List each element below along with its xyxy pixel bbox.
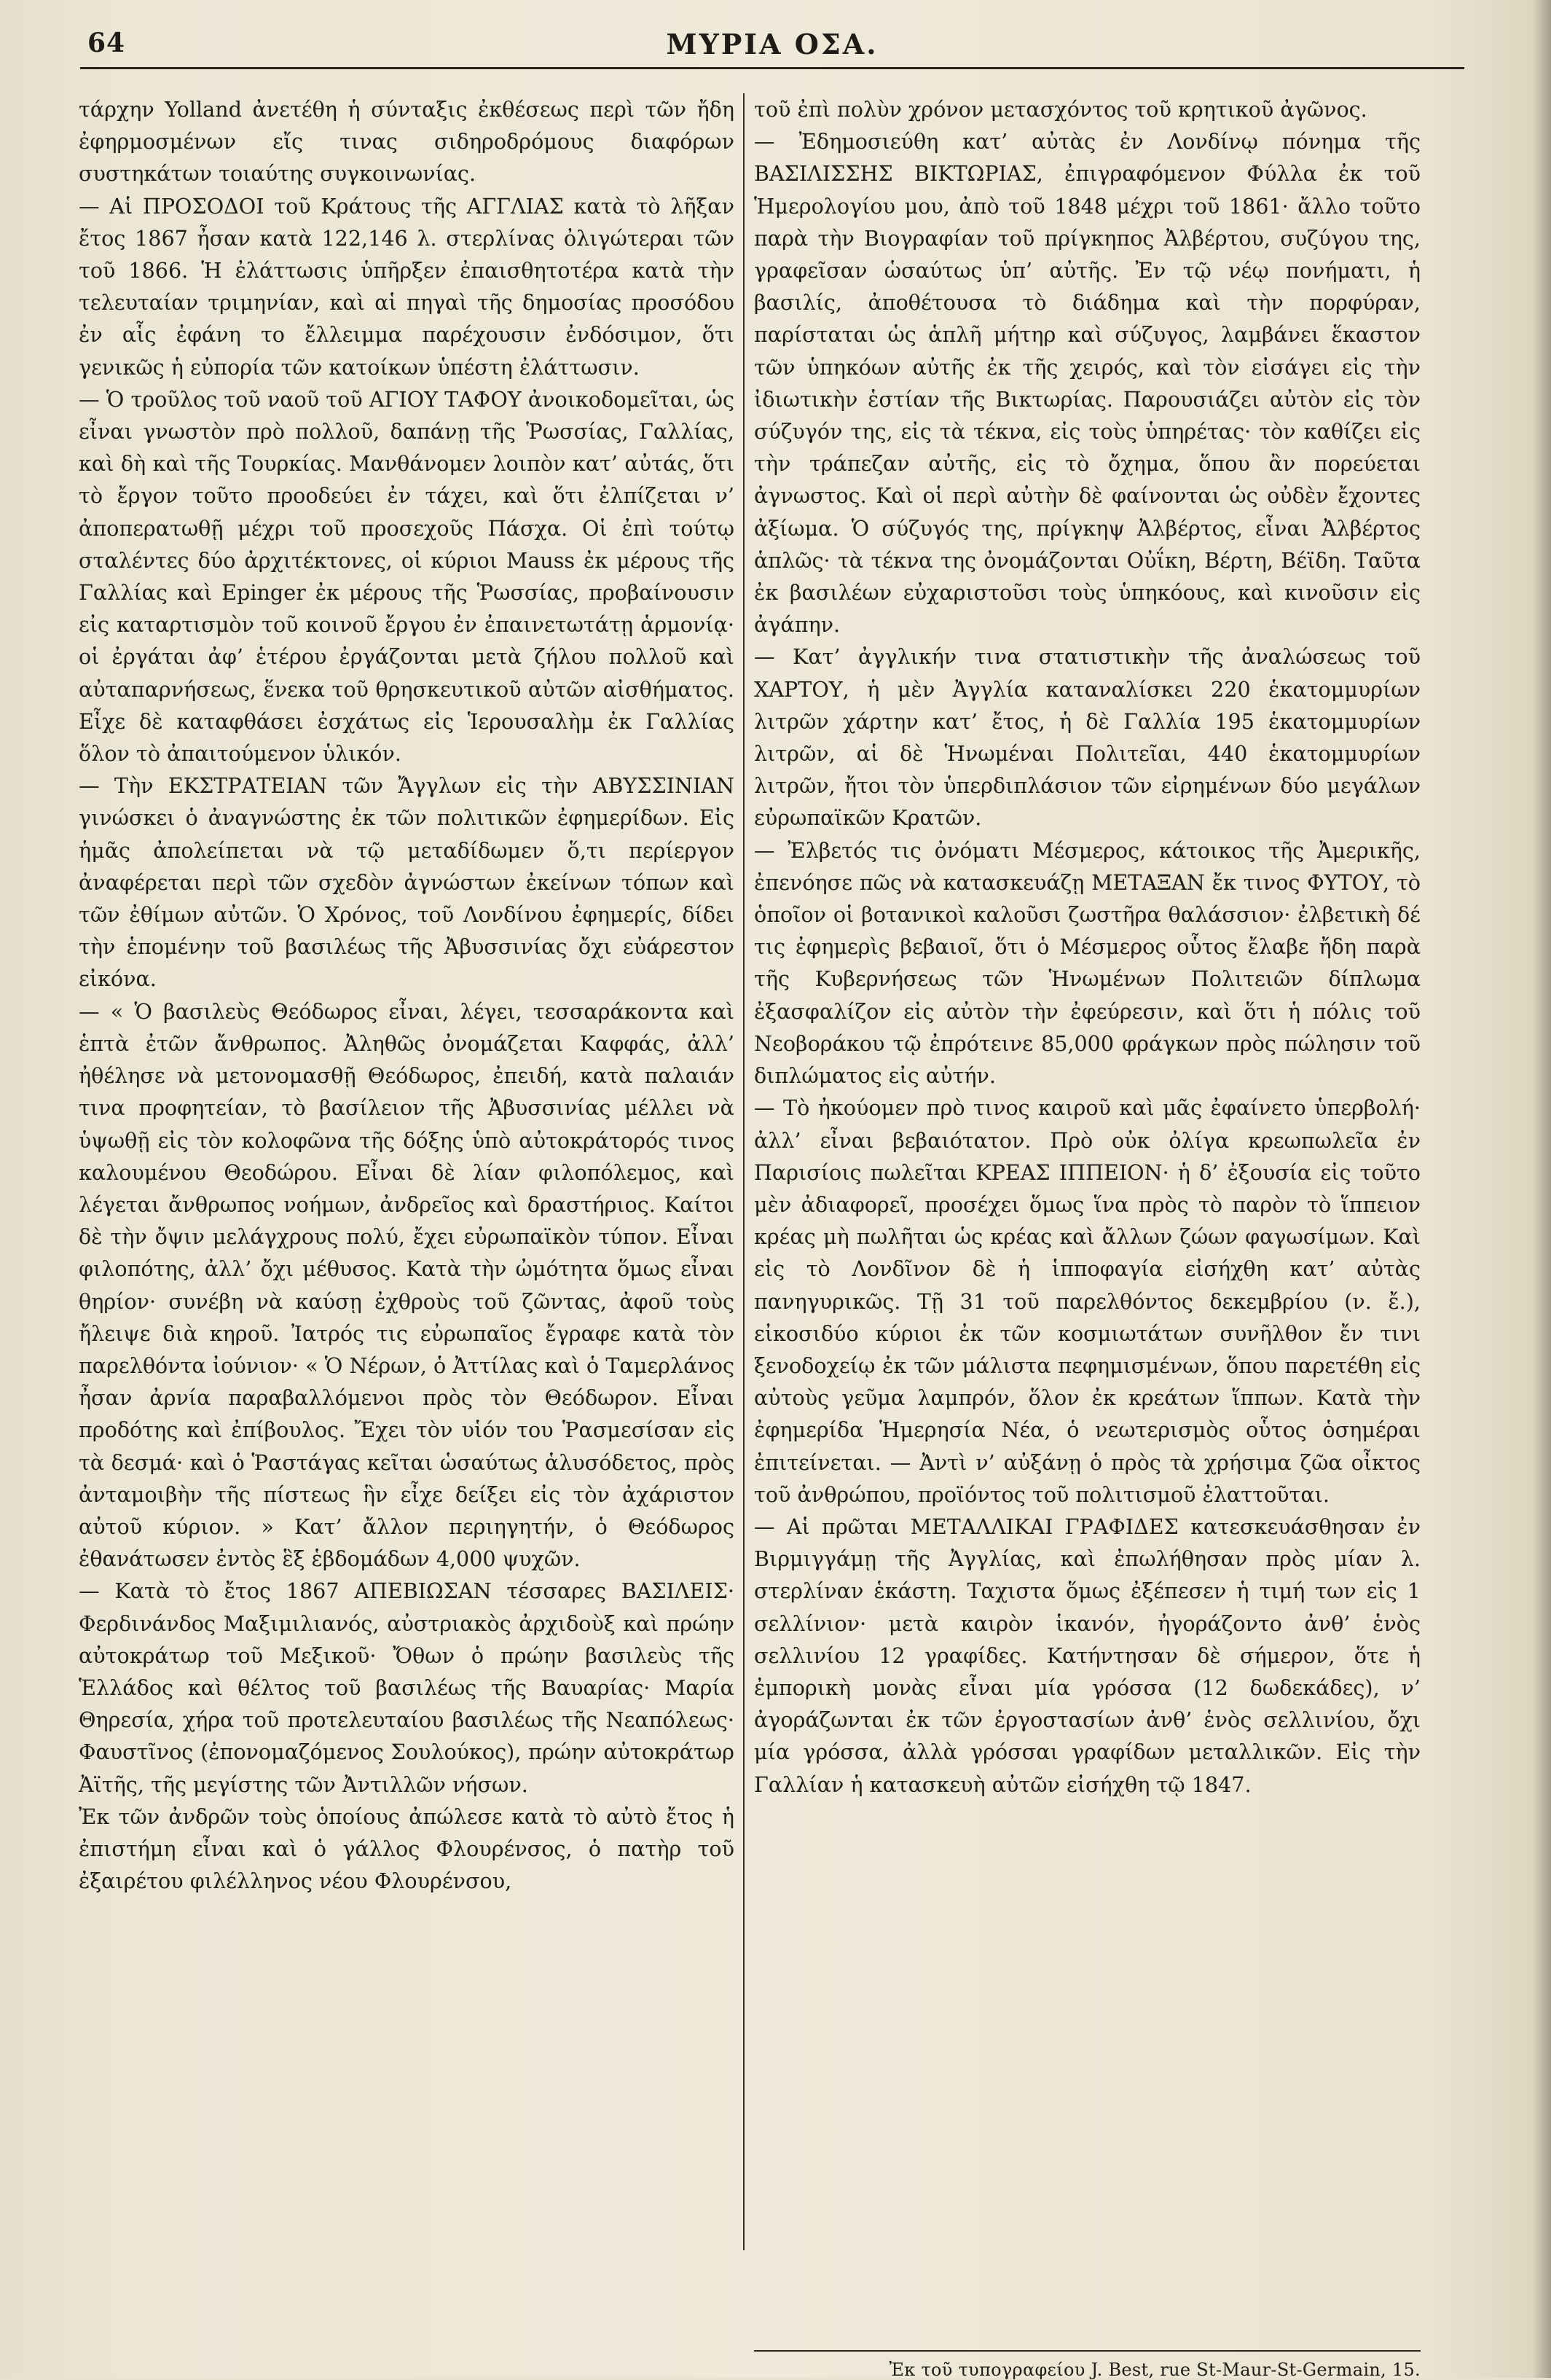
paragraph: — Τὴν ΕΚΣΤΡΑΤΕΙΑΝ τῶν Ἄγγλων εἰς τὴν ΑΒΥΣΣΙΝΙΑΝ γινώσκει ὁ ἀναγνώστης ἐκ τῶν πολιτικῶν ἐφημερίδων. Εἰς ἡμᾶς ἀπολείπεται νὰ τῷ μεταδίδωμεν ὅ,τι περίεργον ἀναφέρεται περὶ τῶν σχεδὸν ἀγνώστων ἐκείνων τόπων καὶ τῶν ἐθίμων αὐτῶν. Ὁ Χρόνος, τοῦ Λονδίνου ἐφημερίς, δίδει τὴν ἑπομένην τοῦ βασιλέως τῆς Ἀβυσσινίας ὄχι εὐάρεστον εἰκόνα. [79, 773, 734, 992]
page-edge-shadow [1532, 0, 1551, 2378]
paragraph: — Τὸ ἠκούομεν πρὸ τινος καιροῦ καὶ μᾶς ἐφαίνετο ὑπερβολή· ἀλλ’ εἶναι βεβαιότατον. Πρὸ οὐκ ὀλίγα κρεωπωλεῖα ἐν Παρισίοις πωλεῖται ΚΡΕΑΣ ΙΠΠΕΙΟΝ· ἡ δ’ ἐξουσία εἰς τοῦτο μὲν ἀδιαφορεῖ, προσέχει ὅμως ἵνα πρὸς τὸ παρὸν τὸ ἵππειον κρέας μὴ πωλῆται ὡς κρέας καὶ ἄλλων ζώων φαγωσίμων. Καὶ εἰς τὸ Λονδῖνον δὲ ἡ ἱπποφαγία εἰσήχθη κατ’ αὐτὰς πανηγυρικῶς. Τῇ 31 τοῦ παρελθόντος δεκεμβρίου (ν. ἔ.), εἰκοσιδύο κύριοι ἐκ τῶν κοσμιωτάτων συνῆλθον ἔν τινι ξενοδοχείῳ ἐκ τῶν μάλιστα πεφημισμένων, ὅπου παρετέθη εἰς αὐτοὺς γεῦμα λαμπρόν, ὅλον ἐκ κρεάτων ἵππων. Κατὰ τὴν ἐφημερίδα Ἡμερησία Νέα, ὁ νεωτερισμὸς οὗτος ὁσημέραι ἐπιτείνεται. — Ἀντὶ ν’ αὐξάνῃ ὁ πρὸς τὰ χρήσιμα ζῶα οἶκτος τοῦ ἀνθρώπου, προϊόντος τοῦ πολιτισμοῦ ἐλαττοῦται. [754, 1095, 1421, 1507]
paragraph: — Αἱ ΠΡΟΣΟΔΟΙ τοῦ Κράτους τῆς ΑΓΓΛΙΑΣ κατὰ τὸ λῆξαν ἔτος 1867 ἦσαν κατὰ 122,146 λ. στερλίνας ὀλιγώτεραι τῶν τοῦ 1866. Ἡ ἐλάττωσις ὑπῆρξεν ἐπαισθητοτέρα κατὰ τὴν τελευταίαν τριμηνίαν, καὶ αἱ πηγαὶ τῆς δημοσίας προσόδου ἐν αἷς ἐφάνη το ἔλλειμμα παρέχουσιν ἐνδόσιμον, ὅτι γενικῶς ἡ εὐπορία τῶν κατοίκων ὑπέστη ἐλάττωσιν. [79, 193, 734, 380]
footer-rule [754, 2350, 1421, 2352]
column-divider [743, 93, 745, 2250]
right-column [754, 93, 1421, 1801]
paragraph: — Ἐδημοσιεύθη κατ’ αὐτὰς ἐν Λονδίνῳ πόνημα τῆς ΒΑΣΙΛΙΣΣΗΣ ΒΙΚΤΩΡΙΑΣ, ἐπιγραφόμενον Φύλλα ἐκ τοῦ Ἡμερολογίου μου, ἀπὸ τοῦ 1848 μέχρι τοῦ 1861· ἄλλο τοῦτο παρὰ τὴν Βιογραφίαν τοῦ πρίγκηπος Ἀλβέρτου, συζύγου της, γραφεῖσαν ὡσαύτως ὑπ’ αὐτῆς. Ἐν τῷ νέῳ πονήματι, ἡ βασιλίς, ἀποθέτουσα τὸ διάδημα καὶ τὴν πορφύραν, παρίσταται ὡς ἁπλῆ μήτηρ καὶ σύζυγος, λαμβάνει ἕκαστον τῶν ὑπηκόων αὐτῆς ἐκ τῆς χειρός, καὶ τὸν εἰσάγει εἰς τὴν ἰδιωτικὴν ἑστίαν τῆς Βικτωρίας. Παρουσιάζει αὐτὸν εἰς τὸν σύζυγόν της, εἰς τὰ τέκνα, εἰς τοὺς ὑπηρέτας· τὸν καθίζει εἰς τὴν τράπεζαν αὐτῆς, εἰς τὸ ὄχημα, ὅπου ἂν πορεύεται ἀγνωστος. Καὶ οἱ περὶ αὐτὴν δὲ φαίνονται ὡς οὐδὲν ἔχοντες ἀξίωμα. Ὁ σύζυγός της, πρίγκηψ Ἀλβέρτος, εἶναι Ἀλβέρτος ἁπλῶς· τὰ τέκνα της ὀνομάζονται Οὐΐκη, Βέρτη, Βέϊδη. Ταῦτα ἐκ βασιλέων εὐχαριστοῦσι τοὺς ὑπηκόους, καὶ κινοῦσιν εἰς ἀγάπην. [754, 129, 1421, 638]
paragraph: Ἐκ τῶν ἀνδρῶν τοὺς ὁποίους ἀπώλεσε κατὰ τὸ αὐτὸ ἔτος ἡ ἐπιστήμη εἶναι καὶ ὁ γάλλος Φλουρένσος, ὁ πατὴρ τοῦ ἐξαιρέτου φιλέλληνος νέου Φλουρένσου, [79, 1804, 734, 1894]
header-rule [80, 67, 1464, 69]
paragraph: — Κατ’ ἀγγλικήν τινα στατιστικὴν τῆς ἀναλώσεως τοῦ ΧΑΡΤΟΥ, ἡ μὲν Ἀγγλία καταναλίσκει 220 ἑκατομμυρίων λιτρῶν χάρτην κατ’ ἔτος, ἡ δὲ Γαλλία 195 ἑκατομμυρίων λιτρῶν, αἱ δὲ Ἡνωμέναι Πολιτεῖαι, 440 ἑκατομμυρίων λιτρῶν, ἤτοι τὸν ὑπερδιπλάσιον τῶν εἰρημένων δύο μεγάλων εὐρωπαϊκῶν Κρατῶν. [754, 644, 1421, 831]
paragraph: τοῦ ἐπὶ πολὺν χρόνον μετασχόντος τοῦ κρητικοῦ ἀγῶνος. [754, 97, 1367, 122]
running-head: ΜΥΡΙΑ ΟΣΑ. [666, 28, 879, 60]
paragraph: — Ὁ τροῦλος τοῦ ναοῦ τοῦ ΑΓΙΟΥ ΤΑΦΟΥ ἀνοικοδομεῖται, ὡς εἶναι γνωστὸν πρὸ πολλοῦ, δαπάνῃ τῆς Ῥωσσίας, Γαλλίας, καὶ δὴ καὶ τῆς Τουρκίας. Μανθάνομεν λοιπὸν κατ’ αὐτάς, ὅτι τὸ ἔργον τοῦτο προοδεύει ἐν τάχει, καὶ ὅτι ἐλπίζεται ν’ ἀποπερατωθῇ μέχρι τοῦ προσεχοῦς Πάσχα. Οἱ ἐπὶ τούτῳ σταλέντες δύο ἀρχιτέκτονες, οἱ κύριοι Mauss ἐκ μέρους τῆς Γαλλίας καὶ Epinger ἐκ μέρους τῆς Ῥωσσίας, προβαίνουσιν εἰς καταρτισμὸν τοῦ κοινοῦ ἔργου ἐν ἐπαινετωτάτῃ ἁρμονίᾳ· οἱ ἐργάται ἀφ’ ἑτέρου ἐργάζονται μετὰ ζήλου πολλοῦ καὶ αὐταπαρνήσεως, ἕνεκα τοῦ θρησκευτικοῦ αὐτῶν αἰσθήματος. Εἶχε δὲ καταφθάσει ἐσχάτως εἰς Ἱερουσαλὴμ ἐκ Γαλλίας ὅλον τὸ ἀπαιτούμενον ὑλικόν. [79, 386, 734, 767]
printer-imprint: Ἐκ τοῦ τυπογραφείου J. Best, rue St-Maur-St-Germain, 15. [889, 2360, 1421, 2380]
paragraph: — « Ὁ βασιλεὺς Θεόδωρος εἶναι, λέγει, τεσσαράκοντα καὶ ἑπτὰ ἐτῶν ἄνθρωπος. Ἀληθῶς ὀνομάζεται Καφφάς, ἀλλ’ ἠθέλησε νὰ μετονομασθῇ Θεόδωρος, ἐπειδή, κατὰ παλαιάν τινα προφητείαν, τὸ βασίλειον τῆς Ἀβυσσινίας μέλλει νὰ ὑψωθῇ εἰς τὸν κολοφῶνα τῆς δόξης ὑπὸ αὐτοκράτορός τινος καλουμένου Θεοδώρου. Εἶναι δὲ λίαν φιλοπόλεμος, καὶ λέγεται ἄνθρωπος νοήμων, ἀνδρεῖος καὶ δραστήριος. Καίτοι δὲ τὴν ὄψιν μελάγχρους πολύ, ἔχει εὐρωπαϊκὸν τύπον. Εἶναι φιλοπότης, ἀλλ’ ὄχι μέθυσος. Κατὰ τὴν ὠμότητα ὅμως εἶναι θηρίον· συνέβη νὰ καύσῃ ἐχθροὺς τοῦ ζῶντας, ἀφοῦ τοὺς ἤλειψε διὰ κηροῦ. Ἰατρός τις εὐρωπαῖος ἔγραφε κατὰ τὸν παρελθόντα ἰούνιον· « Ὁ Νέρων, ὁ Ἀττίλας καὶ ὁ Ταμερλάνος ἦσαν ἀρνία παραβαλλόμενοι πρὸς τὸν Θεόδωρον. Εἶναι προδότης καὶ ἐπίβουλος. Ἔχει τὸν υἱόν του Ῥασμεσίσαν εἰς τὰ δεσμά· καὶ ὁ Ῥαστάγας κεῖται ὡσαύτως ἁλυσόδετος, πρὸς ἀνταμοιβὴν τῆς πίστεως ἣν εἶχε δείξει εἰς τὸν ἀχάριστον αὐτοῦ κύριον. » Κατ’ ἄλλον περιηγητήν, ὁ Θεόδωρος ἐθανάτωσεν ἐντὸς ἓξ ἑβδομάδων 4,000 ψυχῶν. [79, 998, 734, 1572]
paragraph: — Αἱ πρῶται ΜΕΤΑΛΛΙΚΑΙ ΓΡΑΦΙΔΕΣ κατεσκευάσθησαν ἐν Βιρμιγγάμῃ τῆς Ἀγγλίας, καὶ ἐπωλήθησαν πρὸς μίαν λ. στερλίναν ἑκάστη. Ταχιστα ὅμως ἐξέπεσεν ἡ τιμή των εἰς 1 σελλίνιον· μετὰ καιρὸν ἱκανόν, ἠγοράζοντο ἀνθ’ ἑνὸς σελλινίου 12 γραφίδες. Κατήντησαν δὲ σήμερον, ὅτε ἡ ἐμπορικὴ μονὰς εἶναι μία γρόσσα (12 δωδεκάδες), ν’ ἀγοράζωνται ἐκ τῶν ἐργοστασίων ἀνθ’ ἑνὸς σελλινίου, ὄχι μία γρόσσα, ἀλλὰ γρόσσαι γραφίδων μεταλλικῶν. Εἰς τὴν Γαλλίαν ἡ κατασκευὴ αὐτῶν εἰσήχθη τῷ 1847. [754, 1514, 1421, 1797]
page-number: 64 [87, 28, 126, 58]
paragraph: — Κατὰ τὸ ἔτος 1867 ΑΠΕΒΙΩΣΑΝ τέσσαρες ΒΑΣΙΛΕΙΣ· Φερδινάνδος Μαξιμιλιανός, αὐστριακὸς ἀρχιδοὺξ καὶ πρώην αὐτοκράτωρ τοῦ Μεξικοῦ· Ὄθων ὁ πρώην βασιλεὺς τῆς Ἑλλάδος καὶ θέλτος τοῦ βασιλέως τῆς Βαυαρίας· Μαρία Θηρεσία, χήρα τοῦ προτελευταίου βασιλέως τῆς Νεαπόλεως· Φαυστῖνος (ἐπονομαζόμενος Σουλούκος), πρώην αὐτοκράτωρ Ἀϊτῆς, τῆς μεγίστης τῶν Ἀντιλλῶν νήσων. [79, 1578, 734, 1797]
left-column [79, 93, 734, 1897]
paragraph: — Ἐλβετός τις ὀνόματι Μέσμερος, κάτοικος τῆς Ἀμερικῆς, ἐπενόησε πῶς νὰ κατασκευάζῃ ΜΕΤΑΞΑΝ ἔκ τινος ΦΥΤΟΥ, τὸ ὁποῖον οἱ βοτανικοὶ καλοῦσι ζωστῆρα θαλάσσιον· ἐλβετικὴ δέ τις ἐφημερὶς βεβαιοῖ, ὅτι ὁ Μέσμερος οὗτος ἔλαβε ἤδη παρὰ τῆς Κυβερνήσεως τῶν Ἡνωμένων Πολιτειῶν δίπλωμα ἐξασφαλίζον εἰς αὐτὸν τὴν ἐφεύρεσιν, καὶ ὅτι ἡ πόλις τοῦ Νεοβοράκου τῷ ἐπρότεινε 85,000 φράγκων πρὸς πώλησιν τοῦ διπλώματος εἰς αὐτήν. [754, 837, 1421, 1089]
paragraph: τάρχην Yolland ἀνετέθη ἡ σύνταξις ἐκθέσεως περὶ τῶν ἤδη ἐφηρμοσμένων εἴς τινας σιδηροδρόμους διαφόρων συστηκάτων τοιαύτης συγκοινωνίας. [79, 97, 734, 187]
